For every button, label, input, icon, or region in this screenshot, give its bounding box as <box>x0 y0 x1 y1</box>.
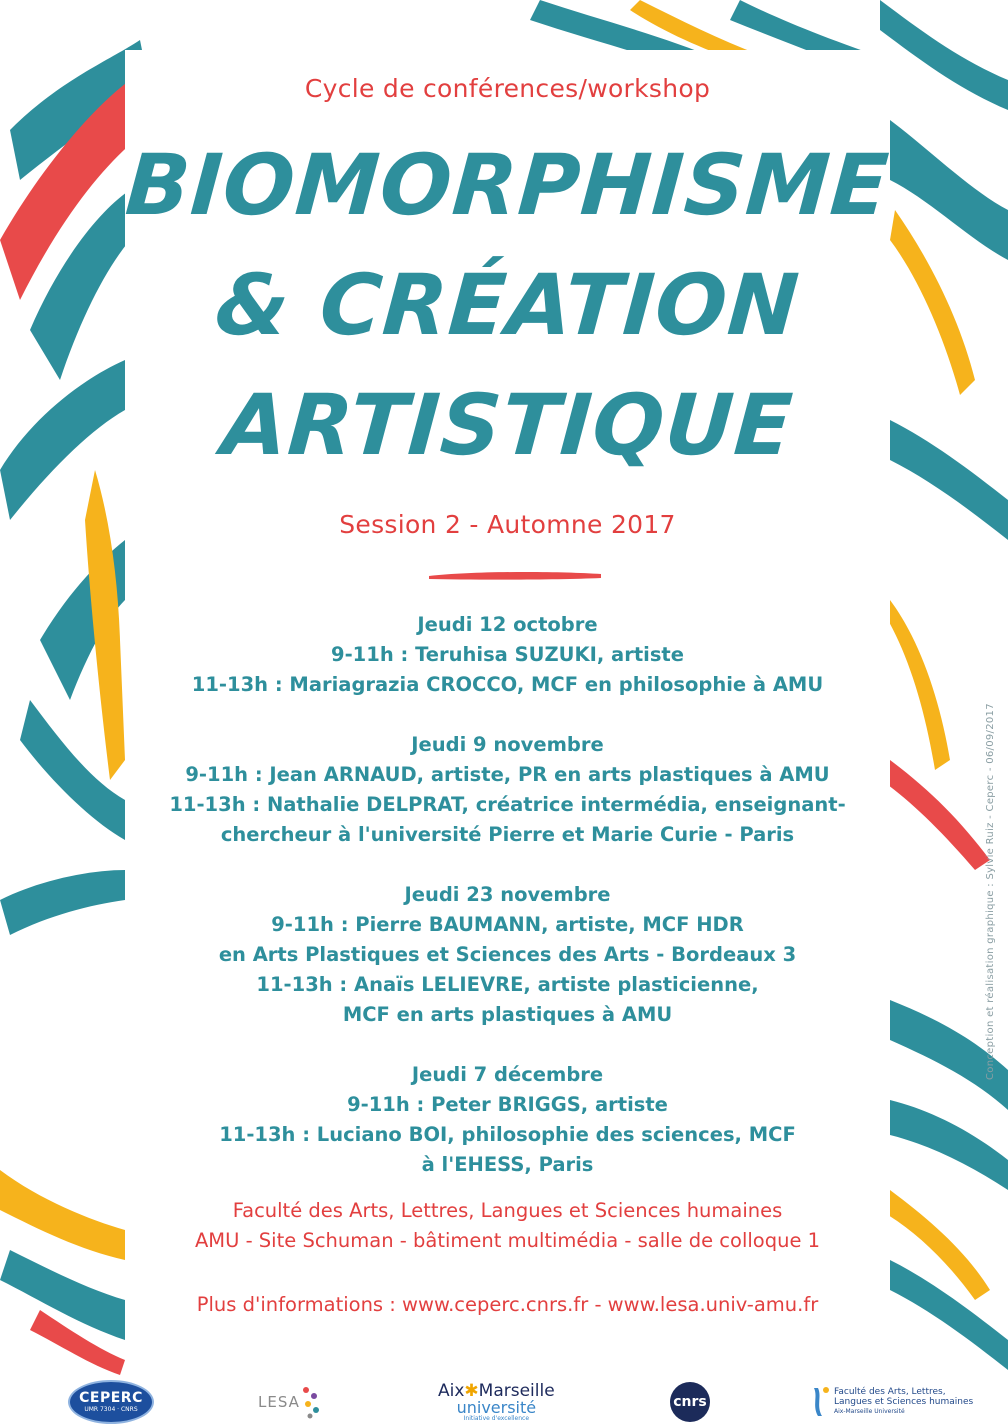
partner-logos <box>0 1378 1008 1426</box>
lesa-name: LESA <box>258 1393 300 1411</box>
title-line-2: & CRÉATION <box>212 256 803 354</box>
session-line: à l'EHESS, Paris <box>421 1153 594 1176</box>
session-date: Jeudi 9 novembre <box>411 733 604 756</box>
title-line-3: ARTISTIQUE <box>218 376 797 474</box>
faculty-line: Faculté des Arts, Lettres, <box>834 1387 946 1397</box>
faculty-line: Aix-Marseille Université <box>834 1408 905 1415</box>
red-brush-divider <box>425 568 605 582</box>
session-line: 9-11h : Teruhisa SUZUKI, artiste <box>331 643 684 666</box>
lesa-logo <box>258 1378 324 1426</box>
amu-tag: Initiative d'excellence <box>463 1414 530 1422</box>
amu-sub: université <box>456 1397 537 1417</box>
venue-info <box>125 1196 890 1256</box>
faculty-line: Langues et Sciences humaines <box>834 1397 974 1407</box>
session-line: 9-11h : Peter BRIGGS, artiste <box>347 1093 668 1116</box>
session-date: Jeudi 12 octobre <box>417 613 598 636</box>
session-block <box>125 880 890 1030</box>
session-line: en Arts Plastiques et Sciences des Arts - Bordeaux 3 <box>218 943 797 966</box>
lesa-dots-icon <box>300 1384 324 1420</box>
session-block <box>125 1060 890 1180</box>
amu-name-2: Marseille <box>478 1380 555 1401</box>
session-line: 11-13h : Luciano BOI, philosophie des sciences, MCF <box>219 1123 796 1146</box>
session-date: Jeudi 7 décembre <box>411 1063 604 1086</box>
session-line: 11-13h : Anaïs LELIEVRE, artiste plasticienne, <box>256 973 759 996</box>
amu-name-1: Aix <box>438 1380 465 1401</box>
session-date: Jeudi 23 novembre <box>404 883 611 906</box>
session-line: chercheur à l'université Pierre et Marie Curie - Paris <box>220 823 795 846</box>
more-info-links: Plus d'informations : www.ceperc.cnrs.fr - www.lesa.univ-amu.fr <box>196 1293 819 1316</box>
star-icon: ✱ <box>464 1380 479 1401</box>
ceperc-sub: UMR 7304 · CNRS <box>84 1405 138 1413</box>
session-subtitle: Session 2 - Automne 2017 <box>339 510 676 539</box>
session-line: 11-13h : Nathalie DELPRAT, créatrice intermédia, enseignant- <box>169 793 846 816</box>
venue-line-1: Faculté des Arts, Lettres, Langues et Sciences humaines <box>232 1199 783 1222</box>
cycle-subtitle: Cycle de conférences/workshop <box>304 74 711 103</box>
session-line: 9-11h : Pierre BAUMANN, artiste, MCF HDR <box>271 913 744 936</box>
session-block <box>125 610 890 700</box>
session-block <box>125 730 890 850</box>
ceperc-name: CEPERC <box>79 1389 143 1406</box>
session-line: MCF en arts plastiques à AMU <box>342 1003 673 1026</box>
ceperc-logo <box>68 1378 154 1426</box>
program-list <box>125 610 890 1210</box>
faculty-logo <box>808 1378 973 1426</box>
amu-logo <box>438 1378 555 1426</box>
title-line-1: BIOMORPHISME <box>122 136 893 234</box>
design-credit: Conception et réalisation graphique : Sylvie Ruiz - Ceperc - 06/09/2017 <box>985 703 996 1080</box>
cnrs-name: cnrs <box>670 1382 710 1422</box>
poster-panel <box>122 50 893 1365</box>
session-line: 9-11h : Jean ARNAUD, artiste, PR en arts plastiques à AMU <box>185 763 830 786</box>
venue-line-2: AMU - Site Schuman - bâtiment multimédia - salle de colloque 1 <box>194 1229 821 1252</box>
faculty-emblem-icon <box>808 1382 834 1422</box>
session-line: 11-13h : Mariagrazia CROCCO, MCF en philosophie à AMU <box>191 673 824 696</box>
cnrs-logo <box>670 1378 710 1426</box>
